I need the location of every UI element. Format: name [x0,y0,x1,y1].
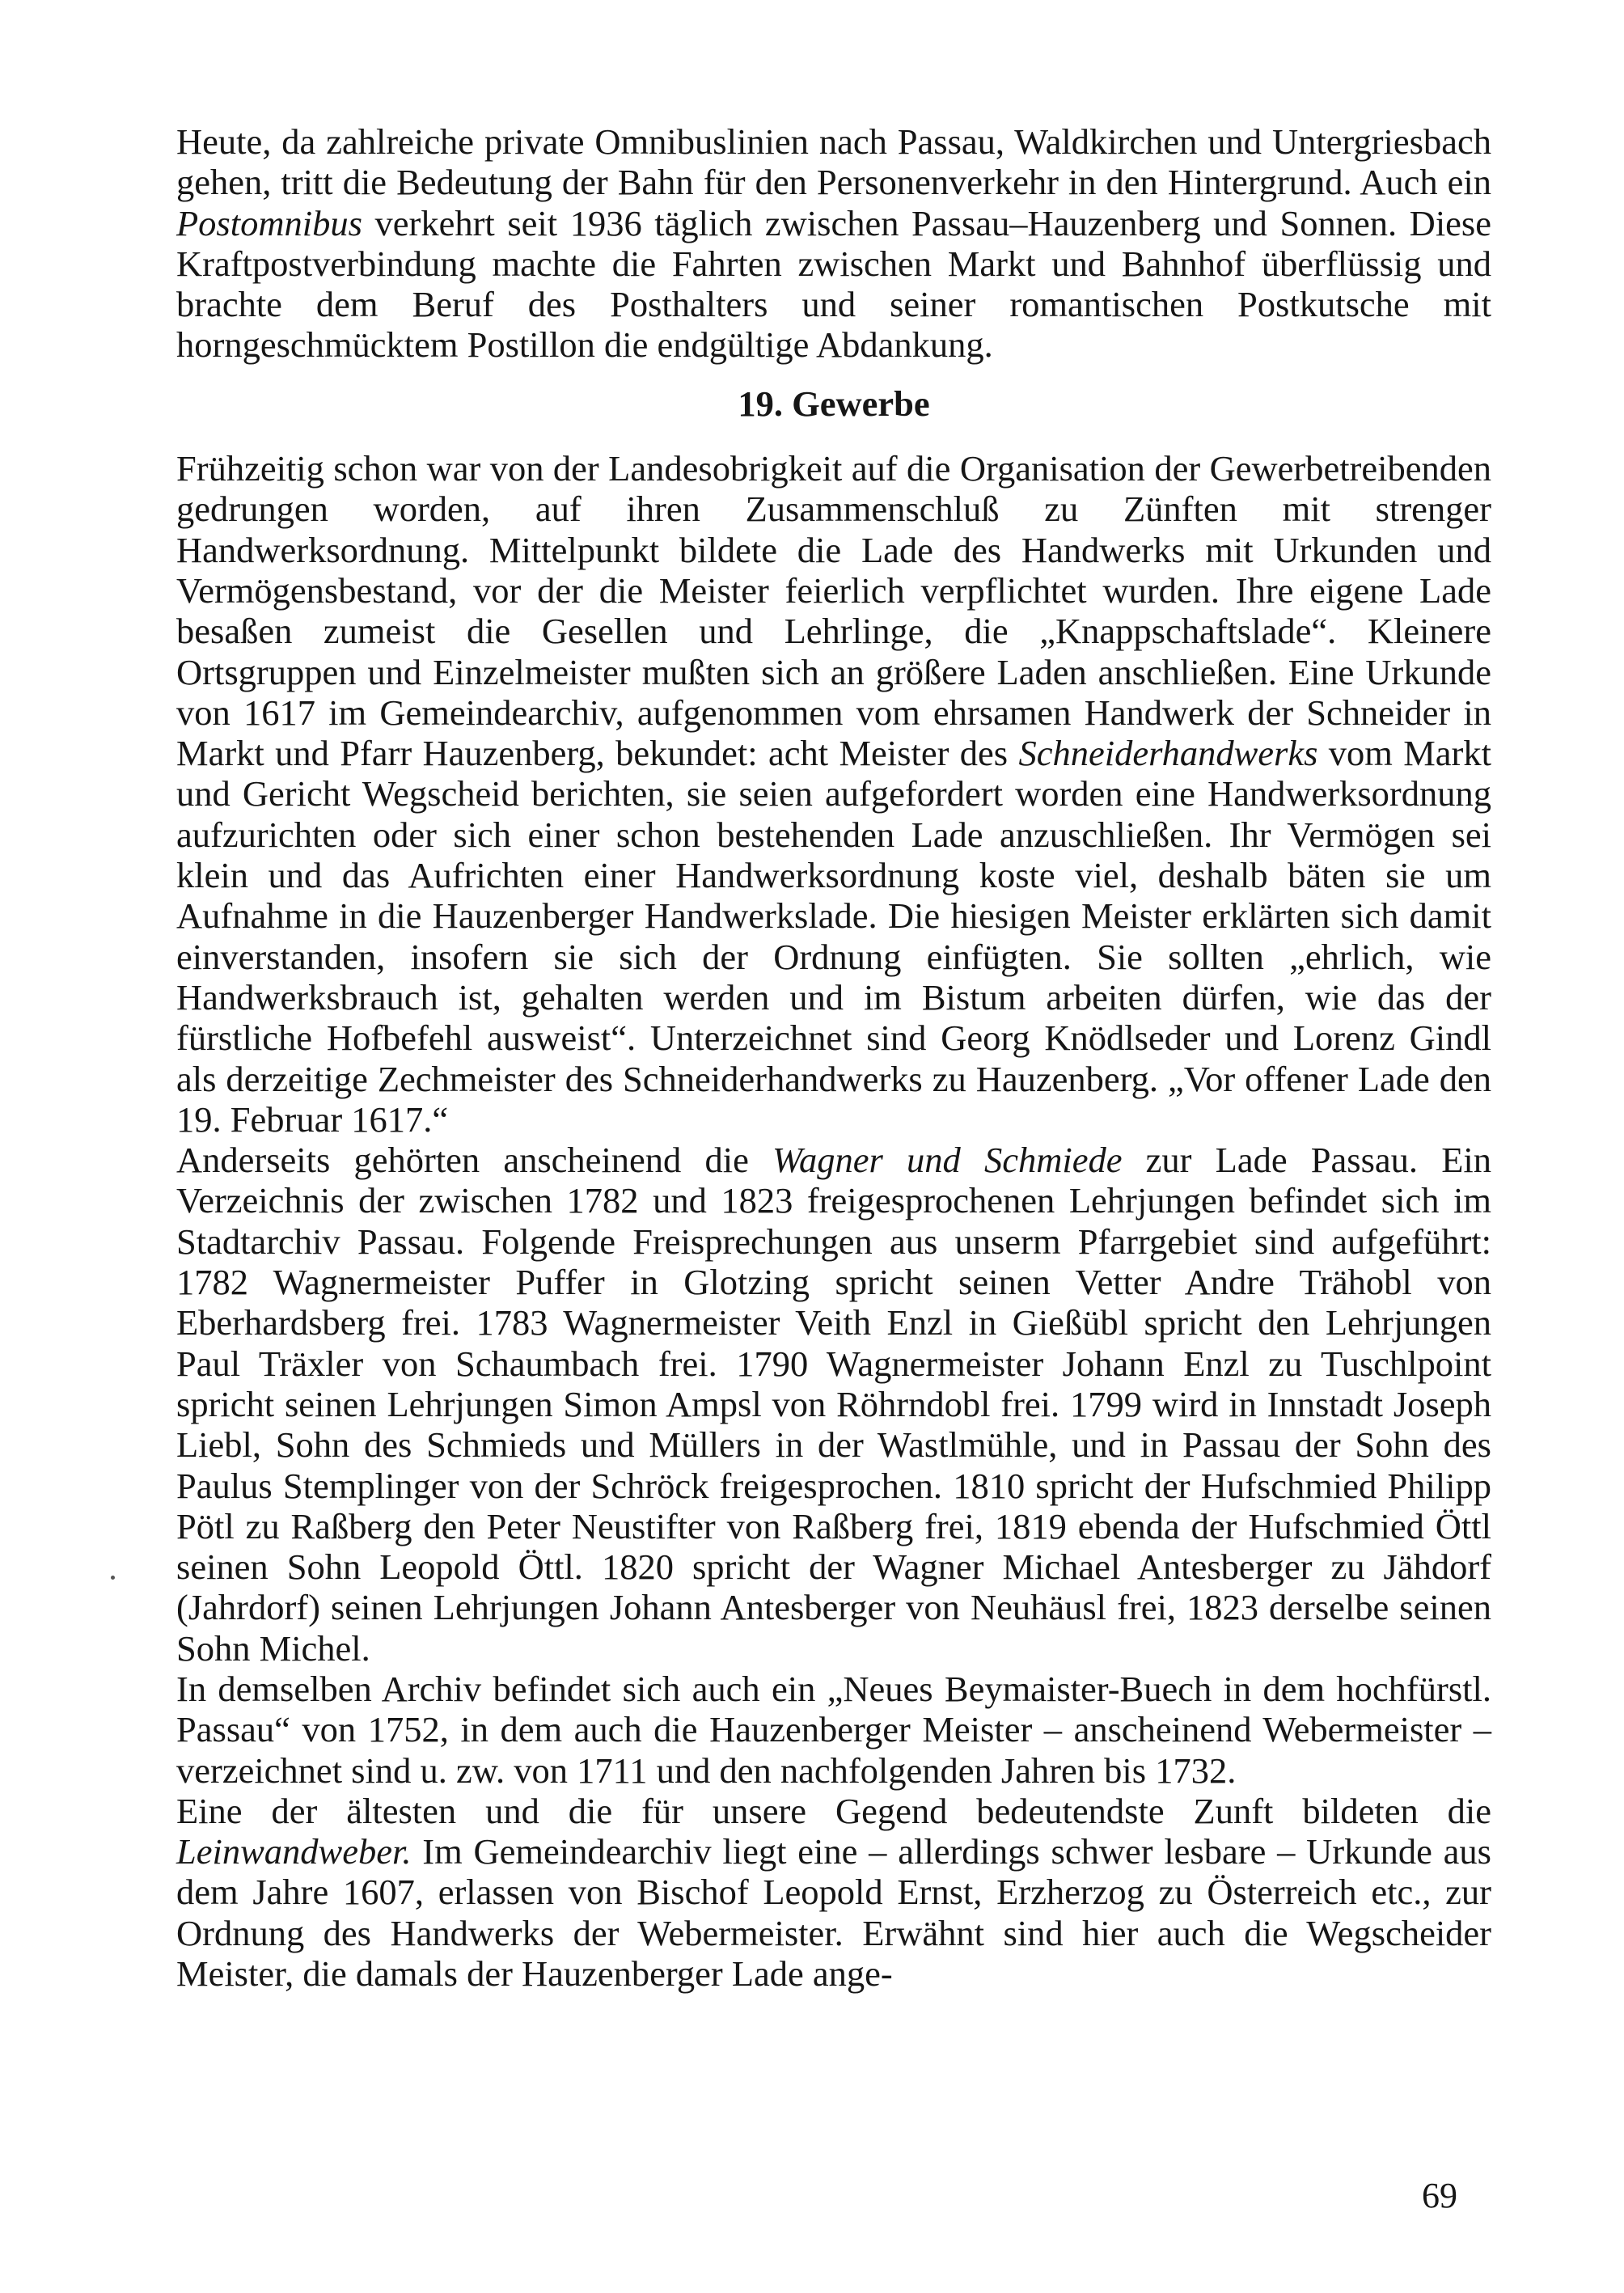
text-run: Frühzeitig schon war von der Landesobrigkeit auf die Organisation der Gewerbetreibenden gedrungen worden, auf ihren Zusammenschluß zu Zünften mit strenger Handwerksordnung. Mittelpunkt bildete die Lade des Handwerks mit Urkunden und Vermögensbestand, vor der die Meister feierlich verpflichtet wurden. Ihre eigene Lade besaßen zumeist die Gesellen und Lehrlinge, die „Knappschaftslade“. Kleinere Ortsgruppen und Einzelmeister mußten sich an größere Laden anschließen. Eine Urkunde von 1617 im Gemeindearchiv, aufgenommen vom ehrsamen Handwerk der Schneider in Markt und Pfarr Hauzenberg, bekundet: acht Meister des [176,448,1491,774]
italic-term-wagner-schmiede: Wagner und Schmiede [772,1140,1123,1181]
margin-mark [111,1576,115,1580]
section-heading-text: 19. Gewerbe [738,383,930,424]
paragraph-postomnibus [176,121,1491,366]
text-run: Anderseits gehörten anscheinend die [176,1140,773,1181]
text-run: In demselben Archiv befindet sich auch ein „Neues Beymaister-Buech in dem hochfürstl. Passau“ von 1752, in dem auch die Hauzenberger Meister – anscheinend Webermeister – verzeichnet sind u. zw. von 1711 und den nachfolgenden Jahren bis 1732. [176,1668,1491,1791]
text-run: Im Gemeindearchiv liegt eine – allerdings schwer lesbare – Urkunde aus dem Jahre 1607, erlassen von Bischof Leopold Ernst, Erzherzog zu Österreich etc., zur Ordnung des Handwerks der Webermeister. Erwähnt sind hier auch die Wegscheider Meister, die damals der Hauzenberger Lade ange- [176,1831,1491,1995]
text-run: vom Markt und Gericht Wegscheid berichten, sie seien aufgefordert worden eine Handwerksordnung aufzurichten oder sich einer schon bestehenden Lade anzuschließen. Ihr Vermögen sei klein und das Aufrichten einer Handwerksordnung koste viel, deshalb bäten sie um Aufnahme in die Hauzenberger Handwerkslade. Die hiesigen Meister erklärten sich damit einverstanden, insofern sie sich der Ordnung einfügten. Sie sollten „ehrlich, wie Handwerksbrauch ist, gehalten werden und im Bistum arbeiten dürfen, wie das der fürstliche Hofbefehl ausweist“. Unterzeichnet sind Georg Knödlseder und Lorenz Gindl als derzeitige Zechmeister des Schneiderhandwerks zu Hauzenberg. „Vor offener Lade den 19. Februar 1617.“ [176,733,1491,1140]
page-body [176,121,1491,1994]
section-heading-gewerbe [176,366,1491,448]
page-number: 69 [1422,2176,1457,2215]
paragraph-leinwandweber [176,1791,1491,1994]
paragraph-zuenfte [176,448,1491,1140]
paragraph-wagner-schmiede [176,1140,1491,1669]
text-run: zur Lade Passau. Ein Verzeichnis der zwischen 1782 und 1823 freigesprochenen Lehrjungen befindet sich im Stadtarchiv Passau. Folgende Freisprechungen aus unserm Pfarrgebiet sind aufgeführt: 1782 Wagnermeister Puffer in Glotzing spricht seinen Vetter Andre Trähobl von Eberhardsberg frei. 1783 Wagnermeister Veith Enzl in Gießübl spricht den Lehrjungen Paul Träxler von Schaumbach frei. 1790 Wagnermeister Johann Enzl zu Tuschlpoint spricht seinen Lehrjungen Simon Ampsl von Röhrndobl frei. 1799 wird in Innstadt Joseph Liebl, Sohn des Schmieds und Müllers in der Wastlmühle, und in Passau der Sohn des Paulus Stemplinger von der Schröck freigesprochen. 1810 spricht der Hufschmied Philipp Pötl zu Raßberg den Peter Neustifter von Raßberg frei, 1819 ebenda der Hufschmied Öttl seinen Sohn Leopold Öttl. 1820 spricht der Wagner Michael Antesberger zu Jähdorf (Jahrdorf) seinen Lehrjungen Johann Antesberger von Neuhäusl frei, 1823 derselbe seinen Sohn Michel. [176,1140,1491,1669]
text-run: Eine der ältesten und die für unsere Gegend bedeutendste Zunft bildeten die [176,1790,1491,1831]
text-run: Heute, da zahlreiche private Omnibuslinien nach Passau, Waldkirchen und Untergriesbach gehen, tritt die Bedeutung der Bahn für den Personenverkehr in den Hintergrund. Auch ein [176,121,1491,203]
text-run: verkehrt seit 1936 täglich zwischen Passau–Hauzenberg und Sonnen. Diese Kraftpostverbindung machte die Fahrten zwischen Markt und Bahnhof überflüssig und brachte dem Beruf des Posthalters und seiner romantischen Postkutsche mit horngeschmücktem Postillon die endgültige Abdankung. [176,202,1491,366]
italic-term-postomnibus: Postomnibus [176,202,362,243]
italic-term-leinwandweber: Leinwandweber. [176,1831,412,1872]
paragraph-beymaister-buech [176,1669,1491,1791]
italic-term-schneiderhandwerk: Schneiderhandwerks [1018,733,1318,774]
